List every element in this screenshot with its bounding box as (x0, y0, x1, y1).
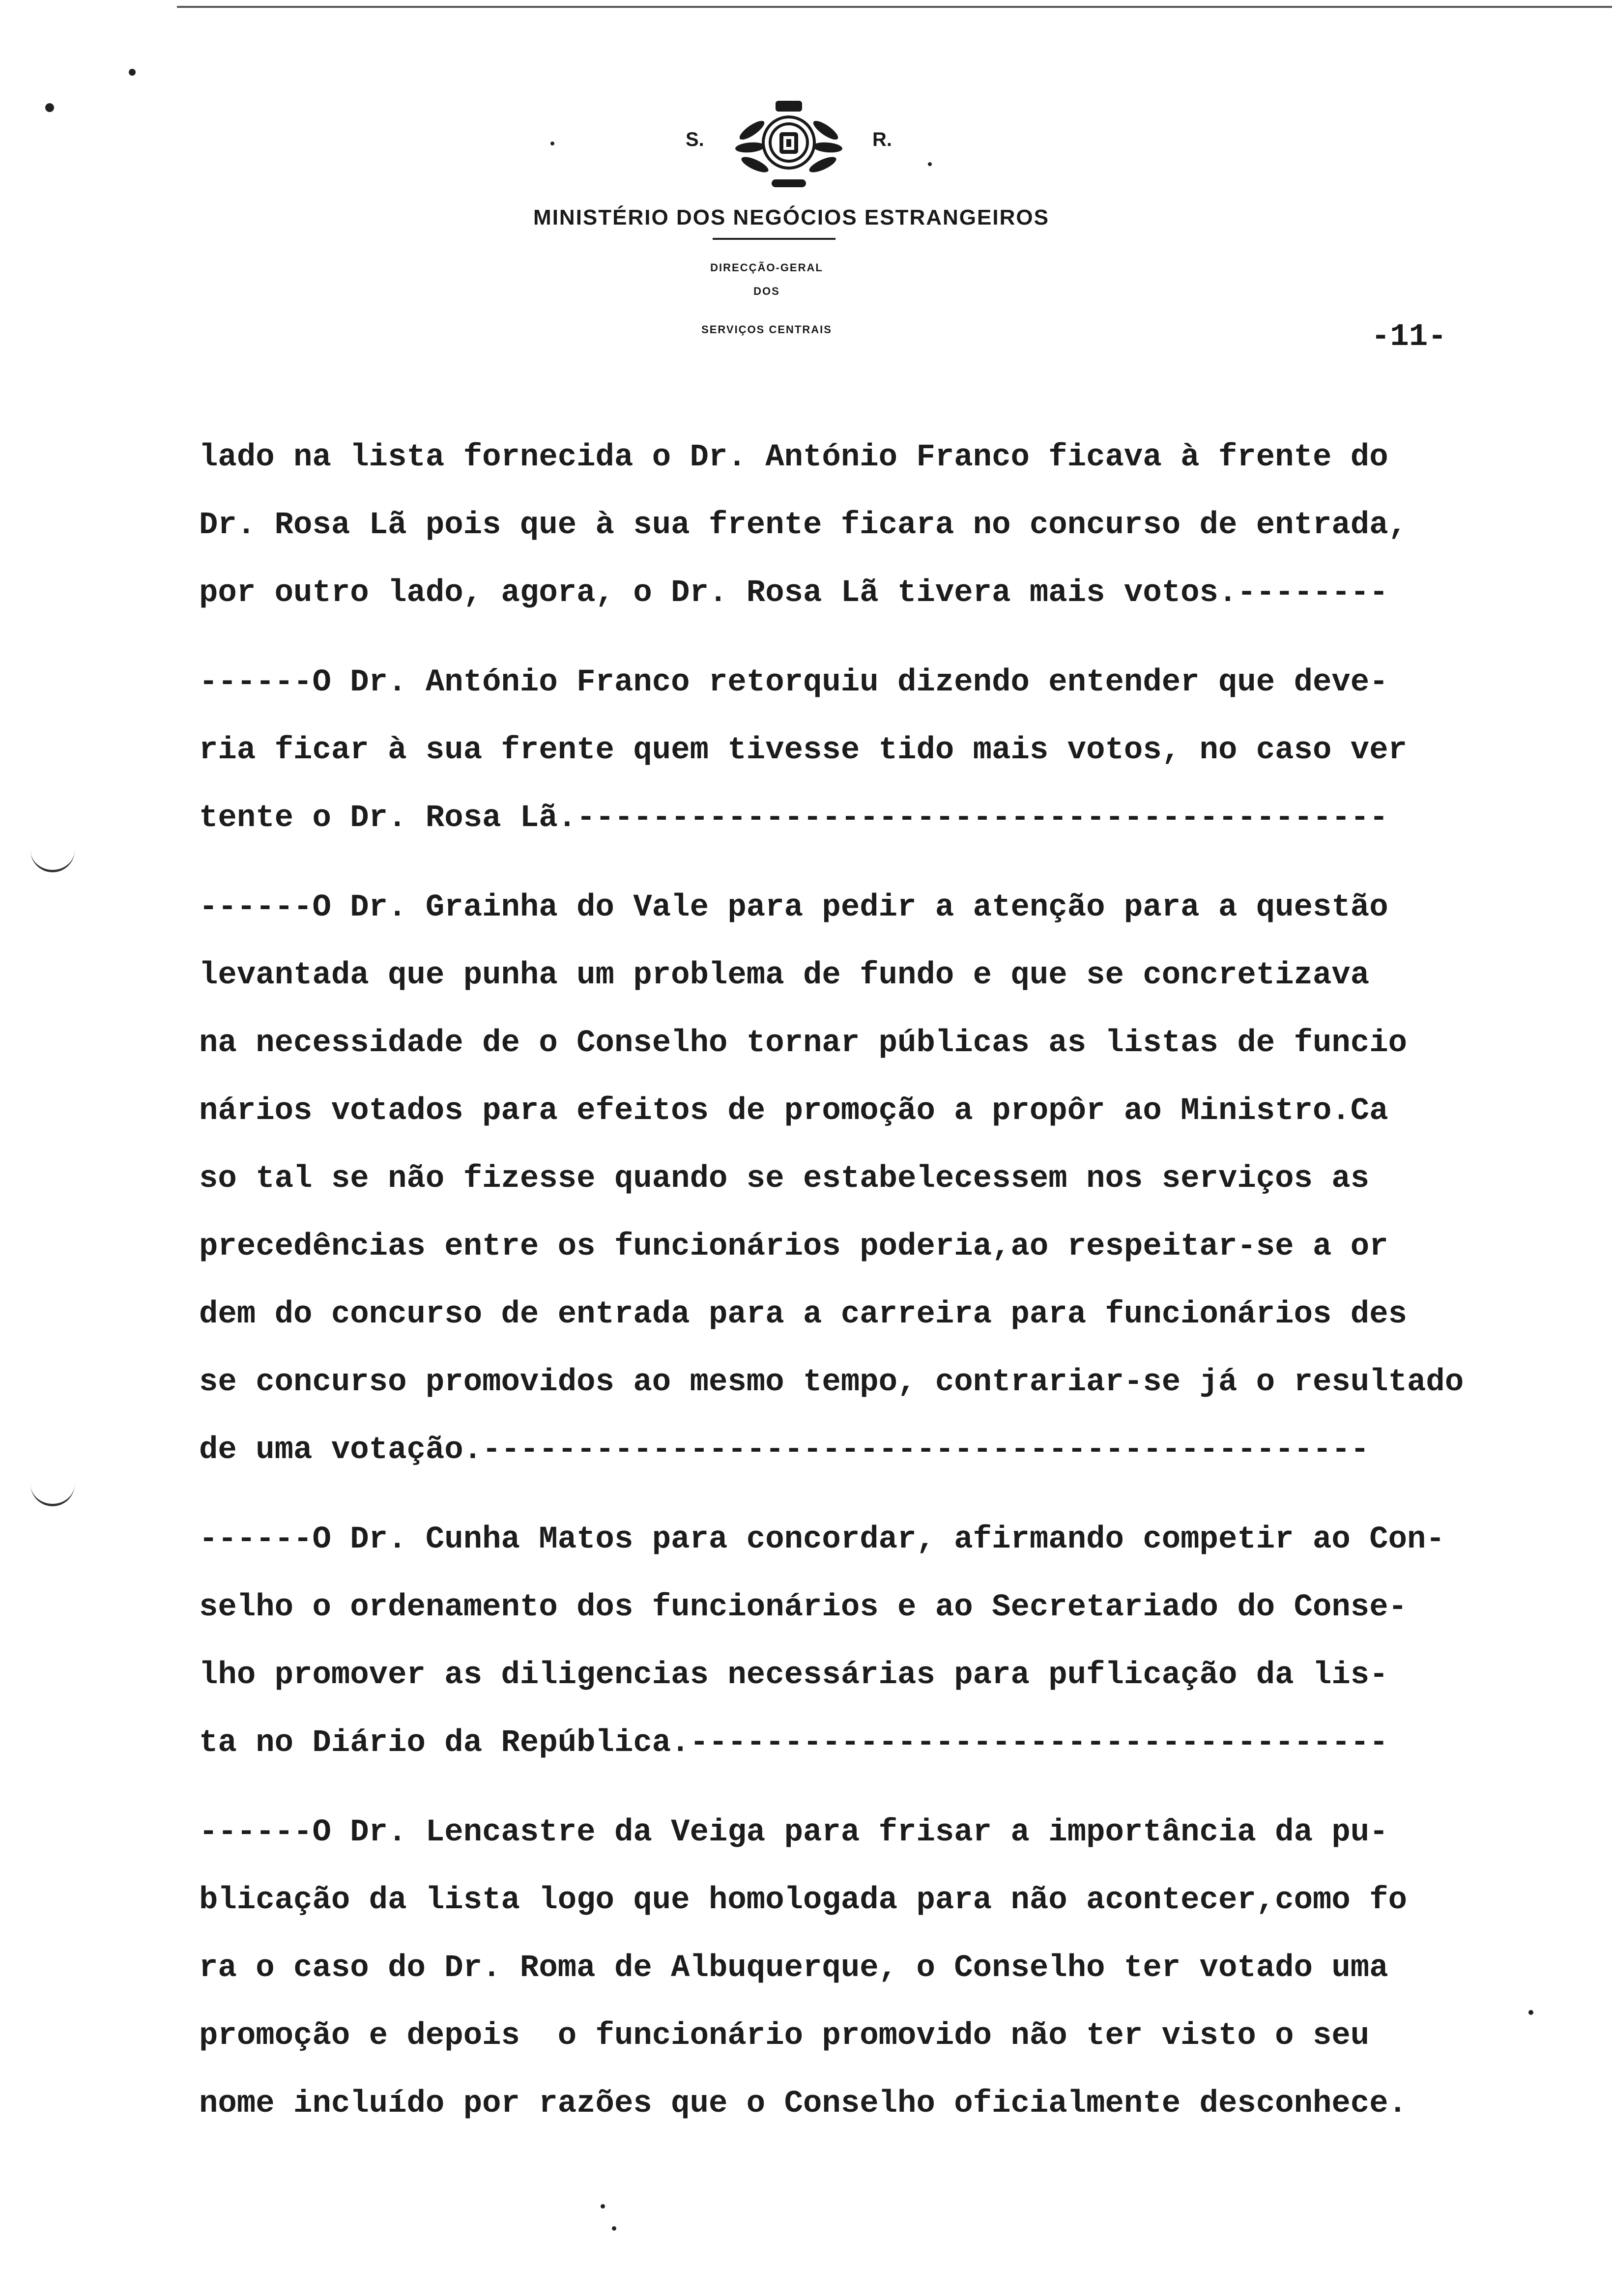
paragraph-2 (199, 649, 1526, 852)
text-line: Dr. Rosa Lã pois que à sua frente ficara no concurso de entrada, (199, 508, 1407, 543)
text-line: precedências entre os funcionários poderia,ao respeitar-se a or (199, 1229, 1388, 1264)
scan-speck (129, 69, 136, 76)
text-line: levantada que punha um problema de fundo e que se concretizava (199, 958, 1370, 993)
text-line: selho o ordenamento dos funcionários e ao Secretariado do Conse- (199, 1590, 1407, 1625)
scan-speck (45, 103, 54, 112)
letterhead-initial-left: S. (686, 129, 704, 150)
text-line: de uma votação.----------------------------------------------- (199, 1433, 1370, 1468)
ministry-underline (713, 238, 835, 240)
scan-speck (928, 162, 932, 166)
text-line: ta no Diário da República.------------------------------------- (199, 1725, 1388, 1761)
text-line: ------O Dr. António Franco retorquiu dizendo entender que deve- (199, 665, 1388, 700)
letterhead-initial-right: R. (872, 129, 892, 150)
text-line: tente o Dr. Rosa Lã.------------------------------------------- (199, 801, 1388, 836)
department-line-2: DOS (753, 285, 780, 297)
ministry-name: MINISTÉRIO DOS NEGÓCIOS ESTRANGEIROS (533, 205, 1049, 230)
paragraph-1 (199, 424, 1526, 627)
text-line: lho promover as diligencias necessárias para puflicação da lis- (199, 1658, 1388, 1693)
scan-speck (550, 142, 554, 145)
paragraph-5 (199, 1799, 1526, 2138)
department-line-1: DIRECÇÃO-GERAL (710, 261, 823, 274)
document-body (199, 424, 1526, 2159)
text-line: se concurso promovidos ao mesmo tempo, contrariar-se já o resultado (199, 1365, 1464, 1400)
paragraph-3 (199, 874, 1526, 1484)
text-line: por outro lado, agora, o Dr. Rosa Lã tivera mais votos.-------- (199, 575, 1388, 611)
page-number: -11- (1371, 319, 1447, 355)
text-line: ------O Dr. Lencastre da Veiga para frisar a importância da pu- (199, 1815, 1388, 1850)
text-line: dem do concurso de entrada para a carreira para funcionários des (199, 1297, 1407, 1332)
text-line: nários votados para efeitos de promoção a propôr ao Ministro.Ca (199, 1093, 1388, 1129)
scan-speck (1528, 2010, 1533, 2015)
text-line: ra o caso do Dr. Roma de Albuquerque, o Conselho ter votado uma (199, 1951, 1388, 1986)
margin-tick-mark (30, 1484, 75, 1506)
text-line: promoção e depois o funcionário promovido não ter visto o seu (199, 2018, 1370, 2054)
text-line: ------O Dr. Grainha do Vale para pedir a atenção para a questão (199, 890, 1388, 925)
text-line: so tal se não fizesse quando se estabelecessem nos serviços as (199, 1161, 1370, 1197)
text-line: na necessidade de o Conselho tornar públicas as listas de funcio (199, 1026, 1407, 1061)
text-line: ------O Dr. Cunha Matos para concordar, afirmando competir ao Con- (199, 1522, 1445, 1557)
text-line: lado na lista fornecida o Dr. António Franco ficava à frente do (199, 440, 1388, 475)
paragraph-4 (199, 1506, 1526, 1777)
scan-speck (612, 2226, 616, 2231)
top-edge-rule (177, 6, 1612, 8)
scan-speck (601, 2204, 605, 2209)
text-line: ria ficar à sua frente quem tivesse tido mais votos, no caso ver (199, 733, 1407, 768)
text-line: nome incluído por razões que o Conselho oficialmente desconhece. (199, 2086, 1407, 2122)
text-line: blicação da lista logo que homologada para não acontecer,como fo (199, 1883, 1407, 1918)
department-line-3: SERVIÇOS CENTRAIS (701, 323, 832, 336)
coat-of-arms-icon (732, 91, 845, 194)
margin-tick-mark (30, 850, 75, 872)
